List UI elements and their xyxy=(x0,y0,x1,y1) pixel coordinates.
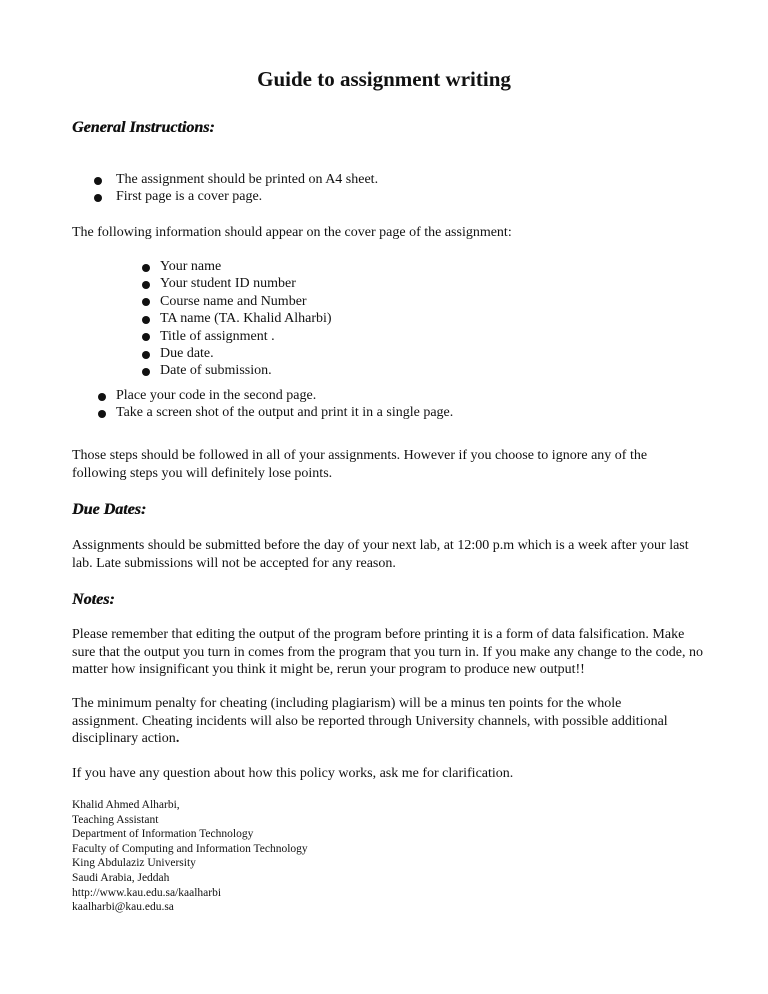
general-instructions-heading: General Instructions: xyxy=(72,119,215,136)
bullet-dot-icon xyxy=(142,264,150,272)
code-bullet-list xyxy=(116,387,453,422)
question-text: If you have any question about how this policy works, ask me for clarification. xyxy=(72,766,514,781)
list-item-text: Date of submission. xyxy=(160,363,272,379)
bullet-dot-icon xyxy=(142,351,150,359)
signature-line: Faculty of Computing and Information Technology xyxy=(72,842,308,855)
bullet-dot-icon xyxy=(142,298,150,306)
list-item xyxy=(116,404,453,421)
list-item xyxy=(160,345,332,362)
notes-heading: Notes: xyxy=(72,591,115,608)
cover-page-intro: The following information should appear on the cover page of the assignment: xyxy=(72,225,512,240)
bullet-dot-icon xyxy=(98,393,106,401)
list-item-text: The assignment should be printed on A4 sheet. xyxy=(116,172,379,187)
due-dates-heading: Due Dates: xyxy=(72,501,147,518)
list-item xyxy=(160,310,332,327)
list-item xyxy=(160,362,332,379)
document-title: Guide to assignment writing xyxy=(257,67,511,91)
list-item-text: Due date. xyxy=(160,346,214,362)
bullet-dot-icon xyxy=(94,194,102,202)
list-item xyxy=(116,171,378,188)
signature-block xyxy=(72,798,308,915)
list-item xyxy=(160,275,332,292)
bullet-dot-icon xyxy=(142,316,150,324)
penalty-text xyxy=(72,695,672,748)
penalty-text-body: The minimum penalty for cheating (including plagiarism) will be a minus ten points for the whole assignment. Cheating incidents will also be reported through University channels, with possible additional disciplinary action xyxy=(72,696,668,746)
bullet-dot-icon xyxy=(142,281,150,289)
due-dates-text: Assignments should be submitted before the day of your next lab, at 12:00 p.m which is a week after your last lab. Late submissions will not be accepted for any reason. xyxy=(72,538,689,571)
list-item-text: Place your code in the second page. xyxy=(116,388,317,403)
bullet-dot-icon xyxy=(142,333,150,341)
signature-line: King Abdulaziz University xyxy=(72,857,196,870)
list-item xyxy=(160,293,332,310)
bullet-dot-icon xyxy=(142,368,150,376)
signature-line: Saudi Arabia, Jeddah xyxy=(72,871,170,884)
list-item-text: Title of assignment . xyxy=(160,328,275,344)
bullet-dot-icon xyxy=(98,410,106,418)
signature-line: Teaching Assistant xyxy=(72,813,159,826)
list-item-text: Course name and Number xyxy=(160,293,307,309)
list-item xyxy=(116,188,378,205)
list-item xyxy=(116,387,453,404)
list-item-text: Your name xyxy=(160,259,222,274)
signature-email: kaalharbi@kau.edu.sa xyxy=(72,901,174,914)
general-bullet-list xyxy=(116,171,378,206)
notes-text: Please remember that editing the output of the program before printing it is a form of data falsification. Make sure that the output you turn in comes from the program that you turn in. If you make any change to the code, no matter how insignificant you think it might be, rerun your program to produce new output!! xyxy=(72,627,704,677)
list-item xyxy=(160,258,332,275)
list-item-text: Take a screen shot of the output and print it in a single page. xyxy=(116,405,454,421)
list-item-text: TA name (TA. Khalid Alharbi) xyxy=(160,311,332,327)
steps-note: Those steps should be followed in all of your assignments. However if you choose to ignore any of the following steps you will definitely lose points. xyxy=(72,448,648,481)
signature-line: Khalid Ahmed Alharbi, xyxy=(72,799,180,811)
signature-line: Department of Information Technology xyxy=(72,828,254,841)
cover-items-list xyxy=(160,258,332,380)
list-item-text: Your student ID number xyxy=(160,276,296,292)
list-item-text: First page is a cover page. xyxy=(116,189,263,205)
signature-url: http://www.kau.edu.sa/kaalharbi xyxy=(72,886,222,899)
bullet-dot-icon xyxy=(94,177,102,185)
penalty-text-period: . xyxy=(175,731,180,746)
list-item xyxy=(160,328,332,345)
